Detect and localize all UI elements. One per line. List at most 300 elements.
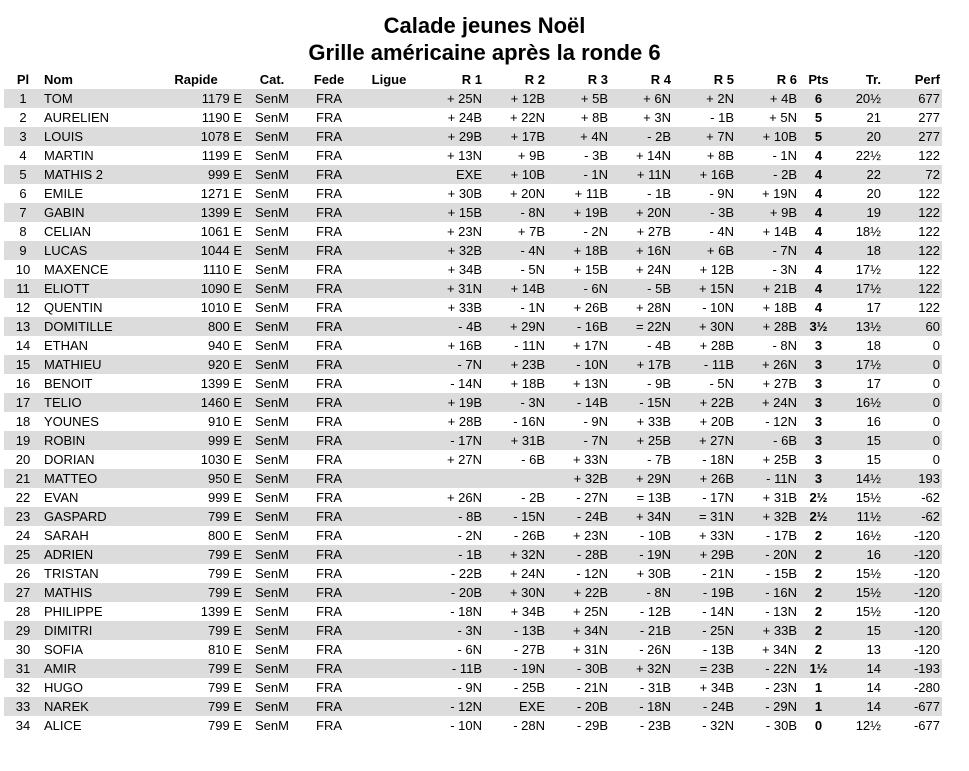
cell-points: 2 [799,545,838,564]
cell-place: 33 [4,697,42,716]
cell-tiebreak: 14 [838,659,883,678]
cell-name: MAXENCE [44,262,109,277]
cell-round-4: - 5B [610,279,673,298]
cell-rating: 1399 E [148,203,244,222]
table-row [4,659,942,678]
cell-round-1: + 29B [420,127,484,146]
cell-round-3: + 11B [574,186,608,201]
cell-league [358,298,420,317]
cell-rating: 799 E [208,566,242,581]
cell-round-5: - 24B [673,697,736,716]
cell-performance: 277 [918,110,940,125]
cell-round-3: + 17N [572,338,608,353]
cell-round-3: - 21N [576,680,608,695]
table-row [4,640,942,659]
cell-place: 26 [15,566,31,581]
cell-tiebreak: 13 [866,642,881,657]
cell-tiebreak: 20 [838,127,883,146]
cell-points: 4 [799,203,838,222]
cell-points: 3 [814,338,823,353]
cell-place: 27 [4,583,42,602]
cell-tiebreak: 20½ [838,89,883,108]
table-row [4,127,942,146]
cell-federation: FRA [300,545,358,564]
table-row [4,431,942,450]
cell-tiebreak: 14 [866,680,881,695]
cell-league [358,374,420,393]
cell-name: ADRIEN [42,545,148,564]
cell-category: SenM [255,110,289,125]
cell-round-3: + 19B [547,203,610,222]
cell-round-4: - 23B [639,718,671,733]
cell-rating: 800 E [208,528,242,543]
cell-federation: FRA [316,186,342,201]
cell-round-4: + 20N [610,203,673,222]
cell-round-6: - 17B [765,528,797,543]
table-row [4,336,942,355]
cell-round-4: + 33B [636,414,671,429]
cell-round-1: + 28B [447,414,482,429]
cell-round-6: + 4B [736,89,799,108]
cell-tiebreak: 20 [866,186,881,201]
cell-federation: FRA [316,414,342,429]
cell-league [358,355,420,374]
cell-place: 29 [4,621,42,640]
table-row [4,146,942,165]
cell-round-1: - 10N [450,718,482,733]
cell-round-5: - 5N [709,376,734,391]
cell-federation: FRA [300,431,358,450]
cell-round-3: + 4N [547,127,610,146]
header-r3: R 3 [587,71,608,87]
cell-round-3: - 7N [547,431,610,450]
cell-performance: 0 [883,393,942,412]
cell-points: 4 [814,224,823,239]
cell-category: SenM [244,127,300,146]
cell-round-4: - 18N [610,697,673,716]
cell-round-4: - 15N [610,393,673,412]
cell-round-6: - 12N [765,414,797,429]
cell-place: 11 [4,279,42,298]
cell-performance: 0 [932,376,940,391]
cell-performance: 0 [932,452,940,467]
cell-category: SenM [255,718,289,733]
cell-place: 34 [15,718,31,733]
cell-name: SARAH [44,528,89,543]
table-row [4,564,942,583]
cell-round-4: - 7B [647,452,671,467]
cell-name: ROBIN [42,431,148,450]
cell-performance: -120 [913,604,940,619]
cell-round-1: - 18N [450,604,482,619]
cell-category: SenM [255,452,289,467]
cell-round-6: + 24N [736,393,799,412]
cell-round-6: + 32B [736,507,799,526]
cell-category: SenM [255,262,289,277]
cell-category: SenM [244,203,300,222]
cell-points: 2 [814,528,823,543]
cell-place: 25 [4,545,42,564]
header-pl: Pl [16,71,30,87]
cell-round-6: + 10B [736,127,799,146]
cell-points: 6 [799,89,838,108]
cell-name: DOMITILLE [42,317,148,336]
cell-round-6: + 21B [736,279,799,298]
cell-tiebreak: 21 [866,110,881,125]
cell-league [358,507,420,526]
cell-category: SenM [255,680,289,695]
cell-round-2: - 28N [513,718,545,733]
cell-league [358,488,420,507]
cell-round-2: + 14B [484,279,547,298]
cell-federation: FRA [300,355,358,374]
cell-round-6: - 20N [736,545,799,564]
cell-place: 12 [15,300,31,315]
cell-rating: 799 E [208,680,242,695]
cell-points: 4 [799,165,838,184]
cell-round-5: - 11B [673,355,736,374]
cell-league [358,260,420,279]
cell-federation: FRA [316,718,342,733]
cell-league [358,659,420,678]
cell-round-3: + 26B [573,300,608,315]
cell-league [358,203,420,222]
table-row [4,526,942,545]
cell-round-4: + 16N [610,241,673,260]
cell-federation: FRA [300,393,358,412]
cell-round-5: + 33N [698,528,734,543]
cell-round-3: + 25N [572,604,608,619]
cell-league [358,222,420,241]
cell-round-3: - 12N [576,566,608,581]
cell-round-1: - 17N [420,431,484,450]
cell-points: 3 [799,355,838,374]
cell-category: SenM [255,414,289,429]
cell-federation: FRA [300,203,358,222]
table-row [4,545,942,564]
table-row [4,393,942,412]
cell-performance: 677 [883,89,942,108]
cell-league [358,108,420,127]
cell-name: CELIAN [44,224,91,239]
cell-round-6: - 6B [736,431,799,450]
cell-round-3: - 20B [547,697,610,716]
cell-rating: 799 E [148,583,244,602]
cell-federation: FRA [316,376,342,391]
cell-round-5: - 18N [702,452,734,467]
cell-round-1: + 34B [447,262,482,277]
cell-tiebreak: 16 [866,414,881,429]
cell-rating: 910 E [208,414,242,429]
cell-round-2: - 2B [521,490,545,505]
cell-round-1: EXE [420,165,484,184]
cell-rating: 1044 E [148,241,244,260]
cell-points: 1 [799,697,838,716]
cell-rating: 799 E [148,659,244,678]
header-r6: R 6 [776,71,797,87]
cell-name: TELIO [42,393,148,412]
cell-round-2: - 16N [513,414,545,429]
cell-name: MATHIEU [42,355,148,374]
cell-round-6: - 15B [765,566,797,581]
header-nom: Nom [44,71,73,87]
table-row [4,241,942,260]
cell-name: MATHIS [42,583,148,602]
cell-points: 3 [799,431,838,450]
cell-round-3: - 24B [547,507,610,526]
cell-round-2: - 3N [484,393,547,412]
cell-tiebreak: 17½ [855,262,881,277]
cell-round-4: + 28N [635,300,671,315]
cell-round-3: - 6N [547,279,610,298]
cell-federation: FRA [316,566,342,581]
cell-round-3: - 3B [584,148,608,163]
cell-round-5: - 9N [709,186,734,201]
cell-round-1: + 30B [447,186,482,201]
table-row [4,450,942,469]
cell-round-5: - 4N [709,224,734,239]
cell-federation: FRA [316,452,342,467]
table-row [4,716,942,735]
header-r4: R 4 [650,71,671,87]
cell-round-6: + 34N [761,642,797,657]
table-row [4,697,942,716]
cell-category: SenM [255,148,289,163]
cell-place: 18 [15,414,31,429]
cell-place: 4 [19,148,27,163]
cell-round-2: + 29N [484,317,547,336]
header-tr: Tr. [865,71,881,87]
cell-points: 3 [814,376,823,391]
cell-performance: 122 [883,203,942,222]
table-row [4,165,942,184]
cell-federation: FRA [300,241,358,260]
cell-round-5: + 7N [673,127,736,146]
cell-round-1: + 15B [420,203,484,222]
cell-round-6: + 5N [769,110,797,125]
table-row [4,507,942,526]
cell-rating: 999 E [148,431,244,450]
cell-rating: 1110 E [202,262,242,277]
cell-place: 20 [15,452,31,467]
cell-points: 2 [799,583,838,602]
cell-category: SenM [255,566,289,581]
cell-category: SenM [244,317,300,336]
cell-rating: 1190 E [201,110,242,125]
cell-tiebreak: 15½ [855,604,881,619]
cell-rating: 799 E [148,507,244,526]
cell-place: 30 [15,642,31,657]
cell-round-1: - 2N [457,528,482,543]
cell-round-5: + 16B [673,165,736,184]
cell-tiebreak: 14½ [838,469,883,488]
cell-round-3: + 15B [573,262,608,277]
cell-tiebreak: 22 [838,165,883,184]
cell-points: 3 [799,469,838,488]
cell-category: SenM [244,545,300,564]
cell-round-6: - 7N [736,241,799,260]
cell-round-6: + 26N [736,355,799,374]
cell-round-4: + 24N [635,262,671,277]
cell-round-6: - 22N [736,659,799,678]
cell-place: 13 [4,317,42,336]
cell-points: 1½ [799,659,838,678]
cell-rating: 1090 E [148,279,244,298]
cell-name: TOM [42,89,148,108]
cell-round-5: + 8B [706,148,734,163]
cell-name: EMILE [44,186,84,201]
cell-tiebreak: 14 [838,697,883,716]
cell-federation: FRA [316,338,342,353]
cell-tiebreak: 15 [838,431,883,450]
cell-round-1: - 1B [420,545,484,564]
cell-performance: -677 [883,697,942,716]
cell-round-1: - 9N [457,680,482,695]
cell-league [358,526,420,545]
cell-league [358,697,420,716]
cell-performance: 122 [918,224,940,239]
cell-round-4: - 9B [647,376,671,391]
cell-round-4: = 13B [636,490,671,505]
cell-round-2: - 13B [484,621,547,640]
cell-name: QUENTIN [44,300,103,315]
cell-rating: 999 E [148,165,244,184]
cell-performance: -120 [883,621,942,640]
cell-round-4: + 29N [610,469,673,488]
cell-round-1: + 16B [447,338,482,353]
cell-round-1 [420,469,484,488]
cell-category: SenM [244,279,300,298]
cell-round-5: + 12B [699,262,734,277]
cell-round-5: - 14N [702,604,734,619]
cell-place: 3 [4,127,42,146]
cell-rating: 799 E [148,621,244,640]
cell-round-2: + 32N [484,545,547,564]
cell-name: GASPARD [42,507,148,526]
cell-tiebreak: 15½ [838,583,883,602]
cell-round-4: - 26N [639,642,671,657]
cell-name: AMIR [42,659,148,678]
cell-place: 10 [15,262,31,277]
cell-rating: 1179 E [148,89,244,108]
cell-place: 14 [15,338,31,353]
cell-round-5: + 26B [673,469,736,488]
cell-round-3: + 22B [547,583,610,602]
cell-round-5: + 28B [699,338,734,353]
cell-points: 4 [814,262,823,277]
cell-rating: 1199 E [201,148,242,163]
cell-name: BENOIT [44,376,93,391]
cell-place: 6 [19,186,27,201]
cell-league [358,583,420,602]
cell-round-4: - 10B [639,528,671,543]
cell-place: 19 [4,431,42,450]
cell-round-2: - 1N [520,300,545,315]
cell-round-1: - 7N [420,355,484,374]
cell-tiebreak: 17½ [838,355,883,374]
cell-league [358,165,420,184]
cell-round-1: + 23N [446,224,482,239]
cell-performance: 0 [932,338,940,353]
cell-rating: 1271 E [200,186,242,201]
cell-tiebreak: 15 [838,621,883,640]
cell-category: SenM [255,528,289,543]
cell-round-2: + 17B [484,127,547,146]
cell-round-4: - 1B [647,186,671,201]
cell-performance: 122 [918,300,940,315]
cell-league [358,412,420,431]
cell-round-3: - 10N [547,355,610,374]
cell-points: 0 [814,718,823,733]
cell-tiebreak: 12½ [855,718,881,733]
cell-place: 21 [4,469,42,488]
cell-tiebreak: 15 [866,452,881,467]
cell-name: DORIAN [44,452,95,467]
cell-federation: FRA [300,165,358,184]
cell-federation: FRA [316,528,342,543]
cell-category: SenM [244,621,300,640]
table-row [4,298,942,317]
cell-round-4: + 14N [635,148,671,163]
cell-place: 5 [4,165,42,184]
cell-round-2: + 34B [510,604,545,619]
cell-category: SenM [244,165,300,184]
cell-points: 2 [799,621,838,640]
cell-round-5: - 3B [673,203,736,222]
cell-round-5: - 21N [702,566,734,581]
cell-tiebreak: 17½ [838,279,883,298]
cell-points: 4 [799,279,838,298]
cell-league [358,469,420,488]
cell-round-1: - 11B [420,659,484,678]
cell-round-1: + 32B [420,241,484,260]
cell-category: SenM [244,431,300,450]
cell-round-4: - 12B [639,604,671,619]
cell-league [358,89,420,108]
cell-round-4: - 4B [647,338,671,353]
cell-round-1: - 6N [457,642,482,657]
cell-round-2: EXE [484,697,547,716]
cell-federation: FRA [316,148,342,163]
cell-points: 3 [799,393,838,412]
cell-performance: 0 [883,355,942,374]
cell-rating: 1399 E [200,604,242,619]
cell-points: 4 [814,186,823,201]
cell-points: 5 [799,127,838,146]
cell-rating: 1078 E [148,127,244,146]
cell-round-2: - 11N [514,338,545,353]
cell-league [358,640,420,659]
cell-round-3: + 5B [547,89,610,108]
cell-federation: FRA [316,110,342,125]
cell-round-1: + 33B [447,300,482,315]
cell-round-5: + 30N [673,317,736,336]
header-r2: R 2 [524,71,545,87]
cell-league [358,146,420,165]
cell-place: 28 [15,604,31,619]
cell-round-4: - 19N [610,545,673,564]
cell-round-5: - 1B [710,110,734,125]
table-row [4,203,942,222]
cell-round-3: - 2N [583,224,608,239]
cell-points: 1 [814,680,823,695]
cell-round-6: - 11N [736,469,799,488]
cell-name: GABIN [42,203,148,222]
cell-name: SOFIA [44,642,84,657]
table-row [4,374,942,393]
cell-round-3: - 9N [583,414,608,429]
cell-round-2: + 7B [517,224,545,239]
